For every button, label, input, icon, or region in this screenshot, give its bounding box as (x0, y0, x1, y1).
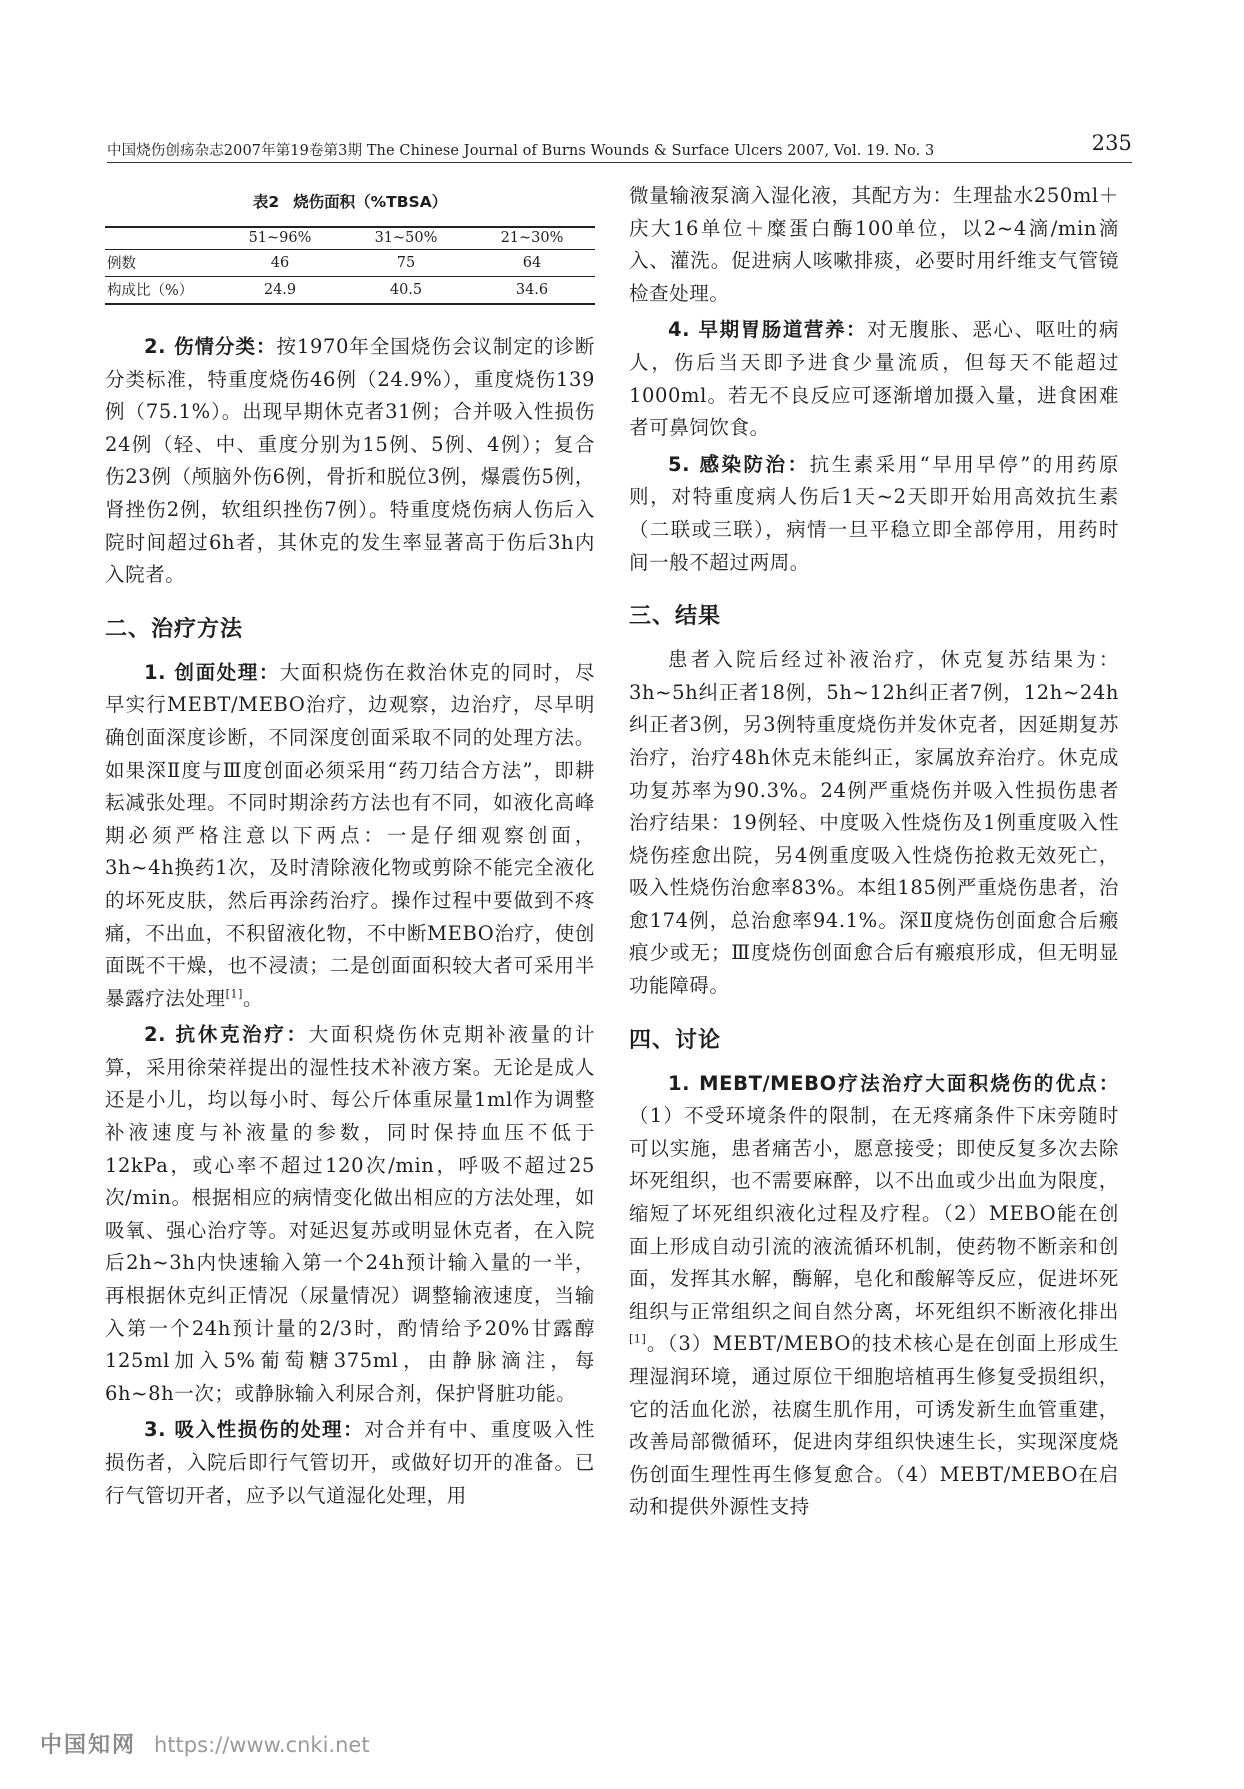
table-cell: 24.9 (263, 281, 297, 298)
paragraph-advantages (629, 1068, 1119, 1524)
paragraph-injury-classification (105, 331, 595, 592)
table-caption (105, 190, 595, 212)
table-title: 烧伤面积（%TBSA） (293, 193, 448, 211)
paragraph-text: 对无腹胀、恶心、呕吐的病人，伤后当天即予进食少量流质，但每天不能超过1000ml。若无不良反应可逐渐增加摄入量，进食困难者可鼻饲饮食。 (629, 318, 1119, 440)
paragraph-text: 抗生素采用“早用早停”的用药原则，对特重度病人伤后1天~2天即开始用高效抗生素（二联或三联），病情一旦平稳立即全部停用，用药时间一般不超过两周。 (629, 452, 1119, 574)
table-row-label: 例数 (107, 256, 136, 272)
table-header-cell: 21~30% (500, 230, 564, 246)
header-rule (107, 162, 1132, 163)
table-cell: 75 (396, 254, 416, 271)
paragraph-results: 患者入院后经过补液治疗，休克复苏结果为：3h~5h纠正者18例，5h~12h纠正者7例，12h~24h纠正者3例，另3例特重度烧伤并发休克者，因延期复苏治疗，治疗48h休克未能纠正，家属放弃治疗。休克成功复苏率为90.3%。24例严重烧伤并吸入性损伤患者治疗结果：19例轻、中度吸入性烧伤及1例重度吸入性烧伤痊愈出院，另4例重度吸入性烧伤抢救无效死亡，吸入性烧伤治愈率83%。本组185例严重烧伤患者，治愈174例，总治愈率94.1%。深Ⅱ度烧伤创面愈合后瘢痕少或无；Ⅲ度烧伤创面愈合后有瘢痕形成，但无明显功能障碍。 (629, 648, 1119, 998)
section-heading-results: 三、结果 (629, 604, 722, 630)
paragraph-heading: 2. 伤情分类： (144, 335, 277, 358)
paragraph-text: （1）不受环境条件的限制，在无疼痛条件下床旁随时可以实施，患者痛苦小，愿意接受；即使反复多次去除坏死组织，也不需要麻醉，以不出血或少出血为限度，缩短了坏死组织液化过程及疗程。（2）MEBO能在创面上形成自动引流的液流循环机制，使药物不断亲和创面，发挥其水解，酶解，皂化和酸解等反应，促进坏死组织与正常组织之间自然分离，坏死组织不断液化排出 (629, 1104, 1119, 1323)
paragraph-text: 对合并有中、重度吸入性损伤者，入院后即行气管切开，或做好切开的准备。已行气管切开者，应予以气道湿化处理，用 (105, 1418, 595, 1507)
paragraph-heading: 4. 早期胃肠道营养： (668, 318, 868, 342)
table-row (105, 277, 595, 305)
burn-area-table (105, 226, 595, 305)
table-header-cell: 51~96% (248, 230, 312, 246)
citation-ref: [1] (225, 987, 243, 1001)
paragraph-heading: 3. 吸入性损伤的处理： (144, 1418, 365, 1442)
table-header-row (105, 227, 595, 250)
paragraph-heading: 1. 创面处理： (144, 660, 280, 684)
citation-ref: [1] (629, 1332, 647, 1346)
table-row (105, 250, 595, 277)
paragraph-anti-shock (105, 1019, 595, 1410)
right-column (629, 180, 1119, 1524)
left-column (105, 180, 595, 1512)
cnki-url: https://www.cnki.net (154, 1733, 370, 1757)
table-header-cell (105, 227, 217, 250)
table-label: 表2 (252, 193, 280, 211)
journal-citation: 中国烧伤创疡杂志2007年第19卷第3期 The Chinese Journal of Burns Wounds & Surface Ulcers 2007, Vol. 19. No. 3 (107, 143, 935, 159)
section-heading-treatment: 二、治疗方法 (105, 616, 244, 642)
paragraph-heading: 2. 抗休克治疗： (144, 1023, 309, 1047)
table-cell: 64 (522, 254, 542, 271)
paragraph-text: 。（3）MEBT/MEBO的技术核心是在创面上形成生理湿润环境，通过原位干细胞培植再生修复受损组织，它的活血化淤，祛腐生肌作用，可诱发新生血管重建，改善局部微循环，促进肉芽组织快速生长，实现深度烧伤创面生理性再生修复愈合。（4）MEBT/MEBO在启动和提供外源性支持 (629, 1332, 1119, 1519)
page-number: 235 (1091, 131, 1132, 155)
paragraph-heading: 1. MEBT/MEBO疗法治疗大面积烧伤的优点： (668, 1071, 1119, 1095)
paragraph-text: 大面积烧伤休克期补液量的计算，采用徐荣祥提出的湿性技术补液方案。无论是成人还是小儿，均以每小时、每公斤体重尿量1ml作为调整补液速度与补液量的参数，同时保持血压不低于12kPa，或心率不超过120次/min，呼吸不超过25次/min。根据相应的病情变化做出相应的方法处理，如吸氧、强心治疗等。对延迟复苏或明显休克者，在入院后2h~3h内快速输入第一个24h预计输入量的一半，再根据休克纠正情况（尿量情况）调整输液速度，当输入第一个24h预计量的2/3时，酌情给予20%甘露醇125ml加入5%葡萄糖375ml，由静脉滴注，每6h~8h一次；或静脉输入利尿合剂，保护肾脏功能。 (105, 1023, 595, 1405)
watermark-footer (40, 1728, 370, 1759)
paragraph-enteral-nutrition (629, 314, 1119, 444)
table-header-cell: 31~50% (374, 230, 438, 246)
paragraph-continued: 微量输液泵滴入湿化液，其配方为：生理盐水250ml＋庆大16单位＋糜蛋白酶100单位，以2~4滴/min滴入、灌洗。促进病人咳嗽排痰，必要时用纤维支气管镜检查处理。 (629, 184, 1119, 305)
table-row-label: 构成比（%） (107, 283, 194, 299)
paragraph-infection-control (629, 449, 1119, 579)
cnki-logo: 中国知网 (40, 1733, 137, 1758)
running-header (107, 131, 1132, 161)
paragraph-inhalation-injury (105, 1414, 595, 1512)
paragraph-wound-treatment (105, 657, 595, 1016)
paragraph-text: 大面积烧伤在救治休克的同时，尽早实行MEBT/MEBO治疗，边观察，边治疗，尽早明确创面深度诊断，不同深度创面采取不同的处理方法。如果深Ⅱ度与Ⅲ度创面必须采用“药刀结合方法”，即耕耘减张处理。不同时期涂药方法也有不同，如液化高峰期必须严格注意以下两点：一是仔细观察创面，3h~4h换药1次，及时清除液化物或剪除不能完全液化的坏死皮肤，然后再涂药治疗。操作过程中要做到不疼痛，不出血，不积留液化物，不中断MEBO治疗，使创面既不干燥，也不浸渍；二是创面面积较大者可采用半暴露疗法处理 (105, 660, 595, 1010)
table-cell: 34.6 (515, 281, 549, 298)
table-cell: 40.5 (389, 281, 423, 298)
paragraph-heading: 5. 感染防治： (668, 452, 810, 476)
paragraph-text: 。 (243, 986, 264, 1010)
table-cell: 46 (270, 254, 290, 271)
paragraph-text: 按1970年全国烧伤会议制定的诊断分类标准，特重度烧伤46例（24.9%），重度烧伤139例（75.1%）。出现早期休克者31例；合并吸入性损伤24例（轻、中、重度分别为15例、5例、4例）；复合伤23例（颅脑外伤6例，骨折和脱位3例，爆震伤5例，肾挫伤2例，软组织挫伤7例）。特重度烧伤病人伤后入院时间超过6h者，其休克的发生率显著高于伤后3h内入院者。 (105, 335, 595, 587)
section-heading-discussion: 四、讨论 (629, 1027, 722, 1053)
